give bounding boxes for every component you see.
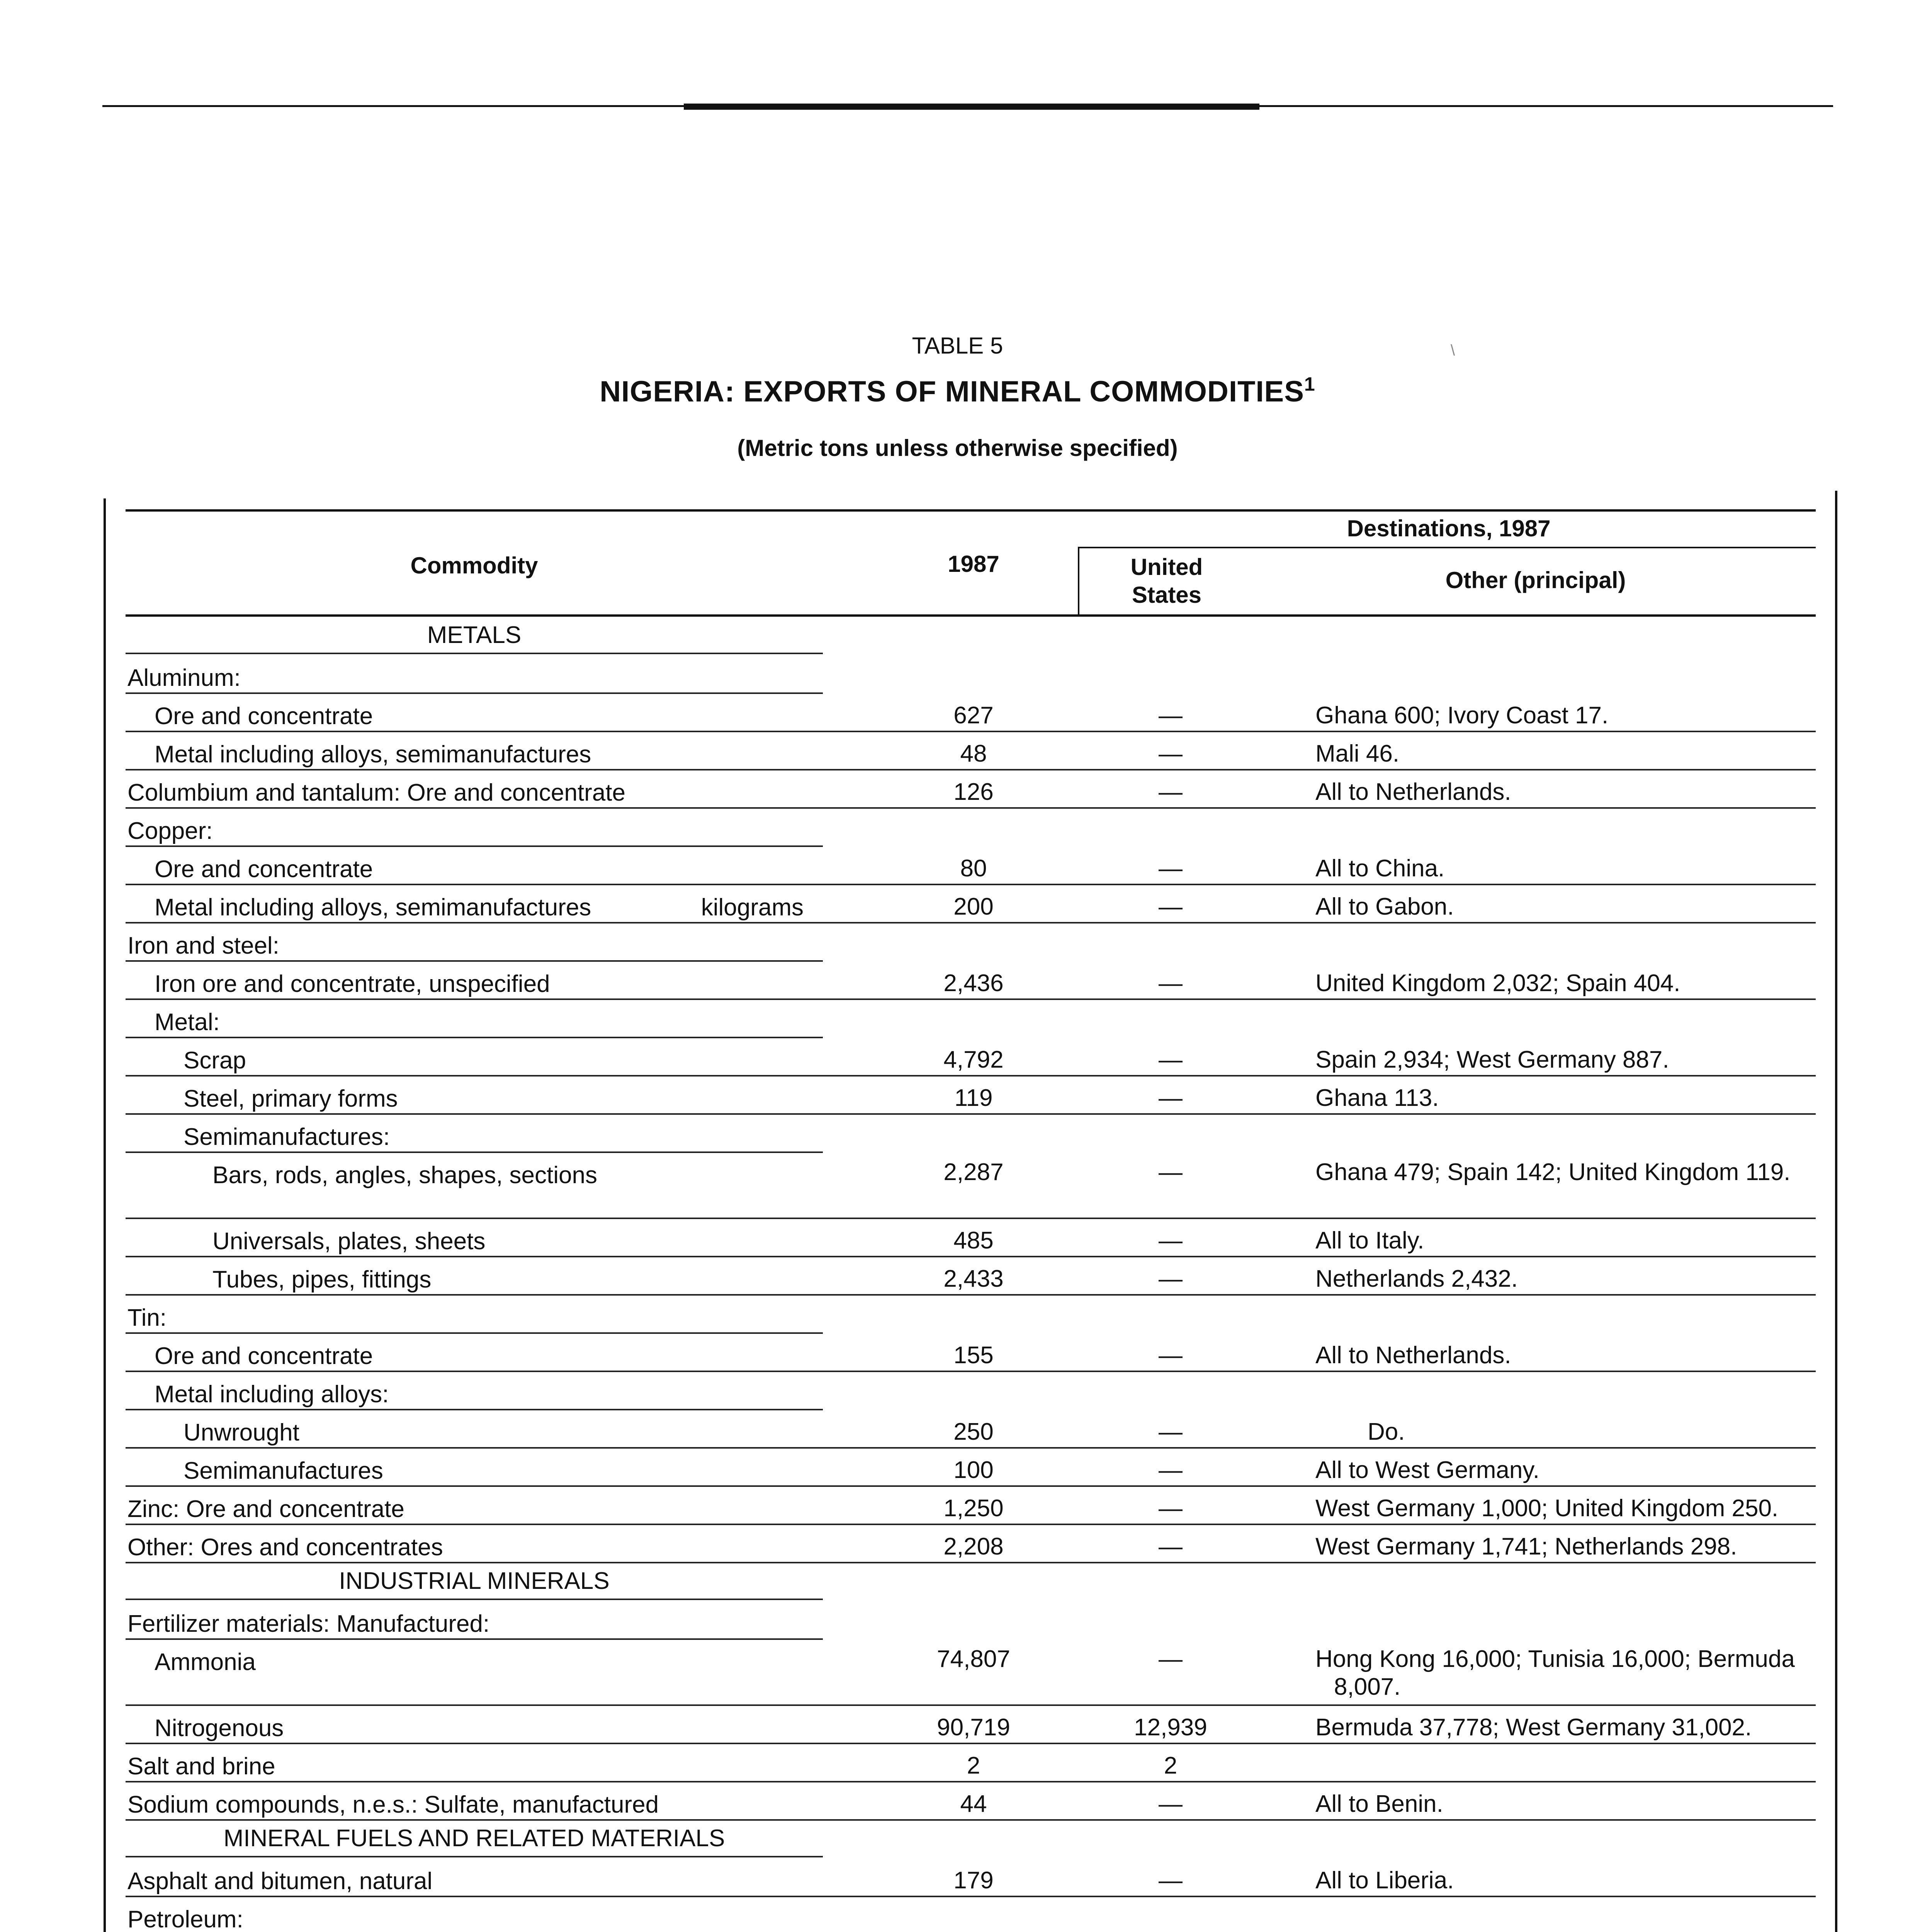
commodity-label: Tubes, pipes, fittings xyxy=(212,1266,432,1293)
row-rule-right xyxy=(823,1218,1816,1219)
value-other-principal: Mali 46. xyxy=(1315,740,1400,767)
table-row xyxy=(0,886,1915,924)
table-row xyxy=(0,1001,1915,1039)
value-united-states: — xyxy=(1159,970,1183,997)
table-row xyxy=(0,1411,1915,1449)
table-row xyxy=(0,1707,1915,1745)
row-rule-right xyxy=(823,1562,1816,1563)
table-row xyxy=(0,1449,1915,1488)
commodity-label: Sodium compounds, n.e.s.: Sulfate, manufactured xyxy=(127,1791,659,1818)
row-rule-right xyxy=(823,1113,1816,1115)
value-united-states: — xyxy=(1159,893,1183,920)
value-united-states: — xyxy=(1159,1085,1183,1111)
section-heading-row xyxy=(0,618,1915,656)
table-row xyxy=(0,1116,1915,1154)
row-rule-left xyxy=(126,1409,823,1410)
row-rule-left xyxy=(126,1371,823,1372)
scan-speck: \ xyxy=(1451,342,1455,359)
table-row xyxy=(0,1745,1915,1783)
row-rule-left xyxy=(126,1151,823,1153)
value-other-principal: All to Liberia. xyxy=(1315,1867,1454,1894)
row-rule-left xyxy=(126,1743,823,1744)
row-rule-left xyxy=(126,1856,823,1857)
row-rule-right xyxy=(823,884,1816,885)
commodity-label: Tin: xyxy=(127,1304,167,1331)
value-1987: 250 xyxy=(953,1418,994,1445)
row-rule-left xyxy=(126,1704,823,1706)
value-1987: 2 xyxy=(967,1752,980,1779)
value-other-principal: Spain 2,934; West Germany 887. xyxy=(1315,1046,1669,1073)
column-header-commodity: Commodity xyxy=(410,553,538,578)
value-united-states: — xyxy=(1159,740,1183,767)
header-rule-bottom xyxy=(126,614,1816,617)
row-rule-left xyxy=(126,769,823,770)
commodity-label: Petroleum: xyxy=(127,1906,243,1932)
value-1987: 80 xyxy=(960,855,987,882)
row-rule-right xyxy=(823,1743,1816,1744)
commodity-label: Ore and concentrate xyxy=(155,856,373,883)
row-rule-left xyxy=(126,807,823,809)
row-rule-left xyxy=(126,998,823,1000)
table-row xyxy=(0,1898,1915,1932)
section-heading: METALS xyxy=(427,622,522,648)
value-other-principal: All to Benin. xyxy=(1315,1791,1443,1817)
table-row xyxy=(0,1220,1915,1258)
value-other-principal: Bermuda 37,778; West Germany 31,002. xyxy=(1315,1714,1752,1741)
row-rule-left xyxy=(126,1896,823,1897)
row-rule-right xyxy=(823,1075,1816,1077)
commodity-label: Columbium and tantalum: Ore and concentrate xyxy=(127,779,625,806)
row-rule-left xyxy=(126,653,823,654)
row-rule-right xyxy=(823,1704,1816,1706)
table-row xyxy=(0,1526,1915,1564)
commodity-label: Iron and steel: xyxy=(127,932,279,959)
value-united-states: — xyxy=(1159,1791,1183,1817)
value-1987: 74,807 xyxy=(937,1646,1010,1672)
header-rule-top xyxy=(126,509,1816,512)
commodity-label: Iron ore and concentrate, unspecified xyxy=(155,971,550,997)
value-united-states: — xyxy=(1159,1342,1183,1369)
commodity-label: Metal including alloys: xyxy=(155,1381,389,1408)
value-other-principal: Netherlands 2,432. xyxy=(1315,1265,1518,1292)
value-1987: 90,719 xyxy=(937,1714,1010,1741)
table-row xyxy=(0,771,1915,810)
table-row xyxy=(0,733,1915,771)
value-other-principal: All to Netherlands. xyxy=(1315,1342,1511,1369)
value-united-states: — xyxy=(1159,1046,1183,1073)
value-other-principal: All to China. xyxy=(1315,855,1445,882)
commodity-label: Aluminum: xyxy=(127,665,241,691)
column-header-1987: 1987 xyxy=(948,551,999,577)
column-header-united-states: United States xyxy=(1130,554,1203,608)
row-rule-right xyxy=(823,1485,1816,1487)
row-rule-right xyxy=(823,1447,1816,1449)
header-rule-destinations xyxy=(1078,547,1816,548)
value-1987: 179 xyxy=(953,1867,994,1894)
value-united-states: — xyxy=(1159,1867,1183,1894)
value-united-states: — xyxy=(1159,855,1183,882)
row-rule-right xyxy=(823,1819,1816,1821)
value-united-states: 12,939 xyxy=(1134,1714,1207,1741)
value-other-principal: All to Netherlands. xyxy=(1315,779,1511,805)
row-rule-left xyxy=(126,1599,823,1600)
row-rule-right xyxy=(823,807,1816,809)
table-row xyxy=(0,656,1915,695)
value-1987: 485 xyxy=(953,1227,994,1254)
commodity-label: Semimanufactures: xyxy=(184,1124,390,1150)
table-row xyxy=(0,1602,1915,1641)
row-rule-left xyxy=(126,845,823,847)
table-row xyxy=(0,1860,1915,1898)
commodity-label: Salt and brine xyxy=(127,1753,275,1780)
commodity-label: Fertilizer materials: Manufactured: xyxy=(127,1611,490,1637)
value-other-principal: Do. xyxy=(1368,1418,1405,1445)
table-row xyxy=(0,1039,1915,1077)
row-rule-left xyxy=(126,1638,823,1640)
commodity-label: Scrap xyxy=(184,1047,246,1074)
row-rule-right xyxy=(823,1524,1816,1525)
table-row xyxy=(0,1783,1915,1821)
value-1987: 100 xyxy=(953,1457,994,1483)
value-1987: 2,287 xyxy=(943,1159,1004,1185)
value-1987: 119 xyxy=(954,1085,993,1111)
table-row xyxy=(0,1373,1915,1411)
table-row xyxy=(0,1641,1915,1707)
row-rule-left xyxy=(126,922,823,923)
row-rule-left xyxy=(126,1562,823,1563)
section-heading-row xyxy=(0,1821,1915,1860)
row-rule-left xyxy=(126,1218,823,1219)
row-rule-right xyxy=(823,998,1816,1000)
table-row xyxy=(0,848,1915,886)
commodity-label: Semimanufactures xyxy=(184,1458,383,1484)
title-footnote-mark: 1 xyxy=(1304,373,1315,395)
table-row xyxy=(0,1335,1915,1373)
column-header-destinations: Destinations, 1987 xyxy=(1347,515,1551,541)
row-rule-left xyxy=(126,1294,823,1296)
row-rule-right xyxy=(823,1896,1816,1897)
value-other-principal: Ghana 600; Ivory Coast 17. xyxy=(1315,702,1609,729)
value-united-states: — xyxy=(1159,702,1183,729)
table-row xyxy=(0,1154,1915,1220)
value-1987: 155 xyxy=(953,1342,994,1369)
value-other-principal: United Kingdom 2,032; Spain 404. xyxy=(1315,970,1681,997)
section-heading-row xyxy=(0,1564,1915,1602)
table-row xyxy=(0,1077,1915,1116)
table-label: TABLE 5 xyxy=(912,333,1003,359)
value-other-principal: All to West Germany. xyxy=(1315,1457,1539,1483)
row-rule-right xyxy=(823,769,1816,770)
commodity-label: Zinc: Ore and concentrate xyxy=(127,1496,404,1522)
row-rule-left xyxy=(126,960,823,962)
value-united-states: 2 xyxy=(1164,1752,1178,1779)
unit-label: kilograms xyxy=(701,894,804,921)
table-title-text: NIGERIA: EXPORTS OF MINERAL COMMODITIES xyxy=(600,375,1304,408)
table-row xyxy=(0,924,1915,963)
table-row xyxy=(0,1296,1915,1335)
value-united-states: — xyxy=(1159,1495,1183,1522)
top-rule-thick xyxy=(684,104,1259,110)
commodity-label: Steel, primary forms xyxy=(184,1085,398,1112)
section-heading: INDUSTRIAL MINERALS xyxy=(339,1568,610,1594)
commodity-label: Copper: xyxy=(127,818,213,844)
value-1987: 44 xyxy=(960,1791,987,1817)
value-1987: 1,250 xyxy=(943,1495,1004,1522)
header-divider-us xyxy=(1078,547,1079,614)
value-other-principal: Ghana 113. xyxy=(1315,1085,1439,1111)
value-united-states: — xyxy=(1159,1533,1183,1560)
section-heading: MINERAL FUELS AND RELATED MATERIALS xyxy=(223,1825,725,1852)
commodity-label: Metal including alloys, semimanufactures xyxy=(155,741,591,768)
value-other-principal: Hong Kong 16,000; Tunisia 16,000; Bermuda 8,007. xyxy=(1315,1646,1795,1700)
value-1987: 627 xyxy=(953,702,994,729)
row-rule-left xyxy=(126,1037,823,1038)
commodity-label: Nitrogenous xyxy=(155,1715,284,1742)
value-other-principal: Ghana 479; Spain 142; United Kingdom 119. xyxy=(1315,1159,1791,1185)
row-rule-left xyxy=(126,1524,823,1525)
row-rule-left xyxy=(126,1256,823,1257)
table-title xyxy=(0,375,1915,408)
commodity-label: Ore and concentrate xyxy=(155,703,373,730)
row-rule-right xyxy=(823,1371,1816,1372)
row-rule-left xyxy=(126,1819,823,1821)
row-rule-left xyxy=(126,1075,823,1077)
value-1987: 4,792 xyxy=(943,1046,1004,1073)
row-rule-right xyxy=(823,1294,1816,1296)
value-1987: 48 xyxy=(960,740,987,767)
commodity-label: Unwrought xyxy=(184,1419,299,1446)
commodity-label: Metal: xyxy=(155,1009,220,1036)
row-rule-right xyxy=(823,1256,1816,1257)
value-other-principal: All to Italy. xyxy=(1315,1227,1424,1254)
row-rule-left xyxy=(126,1485,823,1487)
table-row xyxy=(0,810,1915,848)
row-rule-right xyxy=(823,922,1816,923)
value-1987: 2,208 xyxy=(943,1533,1004,1560)
row-rule-right xyxy=(823,1781,1816,1782)
table-row xyxy=(0,1488,1915,1526)
row-rule-left xyxy=(126,1113,823,1115)
value-united-states: — xyxy=(1159,1646,1183,1672)
value-1987: 200 xyxy=(953,893,994,920)
value-united-states: — xyxy=(1159,1457,1183,1483)
column-header-other: Other (principal) xyxy=(1445,567,1626,593)
value-1987: 126 xyxy=(953,779,994,805)
commodity-label: Universals, plates, sheets xyxy=(212,1228,486,1255)
row-rule-left xyxy=(126,884,823,885)
table-subtitle: (Metric tons unless otherwise specified) xyxy=(737,435,1178,461)
row-rule-left xyxy=(126,1781,823,1782)
row-rule-left xyxy=(126,731,823,732)
commodity-label: Other: Ores and concentrates xyxy=(127,1534,443,1561)
value-other-principal: West Germany 1,741; Netherlands 298. xyxy=(1315,1533,1737,1560)
value-1987: 2,436 xyxy=(943,970,1004,997)
commodity-label: Bars, rods, angles, shapes, sections xyxy=(212,1162,597,1189)
table-row xyxy=(0,963,1915,1001)
value-united-states: — xyxy=(1159,779,1183,805)
commodity-label: Ammonia xyxy=(155,1649,256,1675)
value-united-states: — xyxy=(1159,1418,1183,1445)
commodity-label: Metal including alloys, semimanufactures xyxy=(155,894,591,921)
value-1987: 2,433 xyxy=(943,1265,1004,1292)
row-rule-left xyxy=(126,1447,823,1449)
row-rule-left xyxy=(126,1332,823,1334)
value-other-principal: West Germany 1,000; United Kingdom 250. xyxy=(1315,1495,1779,1522)
table-row xyxy=(0,1258,1915,1296)
value-other-principal: All to Gabon. xyxy=(1315,893,1454,920)
value-united-states: — xyxy=(1159,1227,1183,1254)
row-rule-left xyxy=(126,692,823,694)
value-united-states: — xyxy=(1159,1159,1183,1185)
table-row xyxy=(0,695,1915,733)
row-rule-right xyxy=(823,731,1816,732)
commodity-label: Ore and concentrate xyxy=(155,1343,373,1369)
value-united-states: — xyxy=(1159,1265,1183,1292)
commodity-label: Asphalt and bitumen, natural xyxy=(127,1868,433,1895)
